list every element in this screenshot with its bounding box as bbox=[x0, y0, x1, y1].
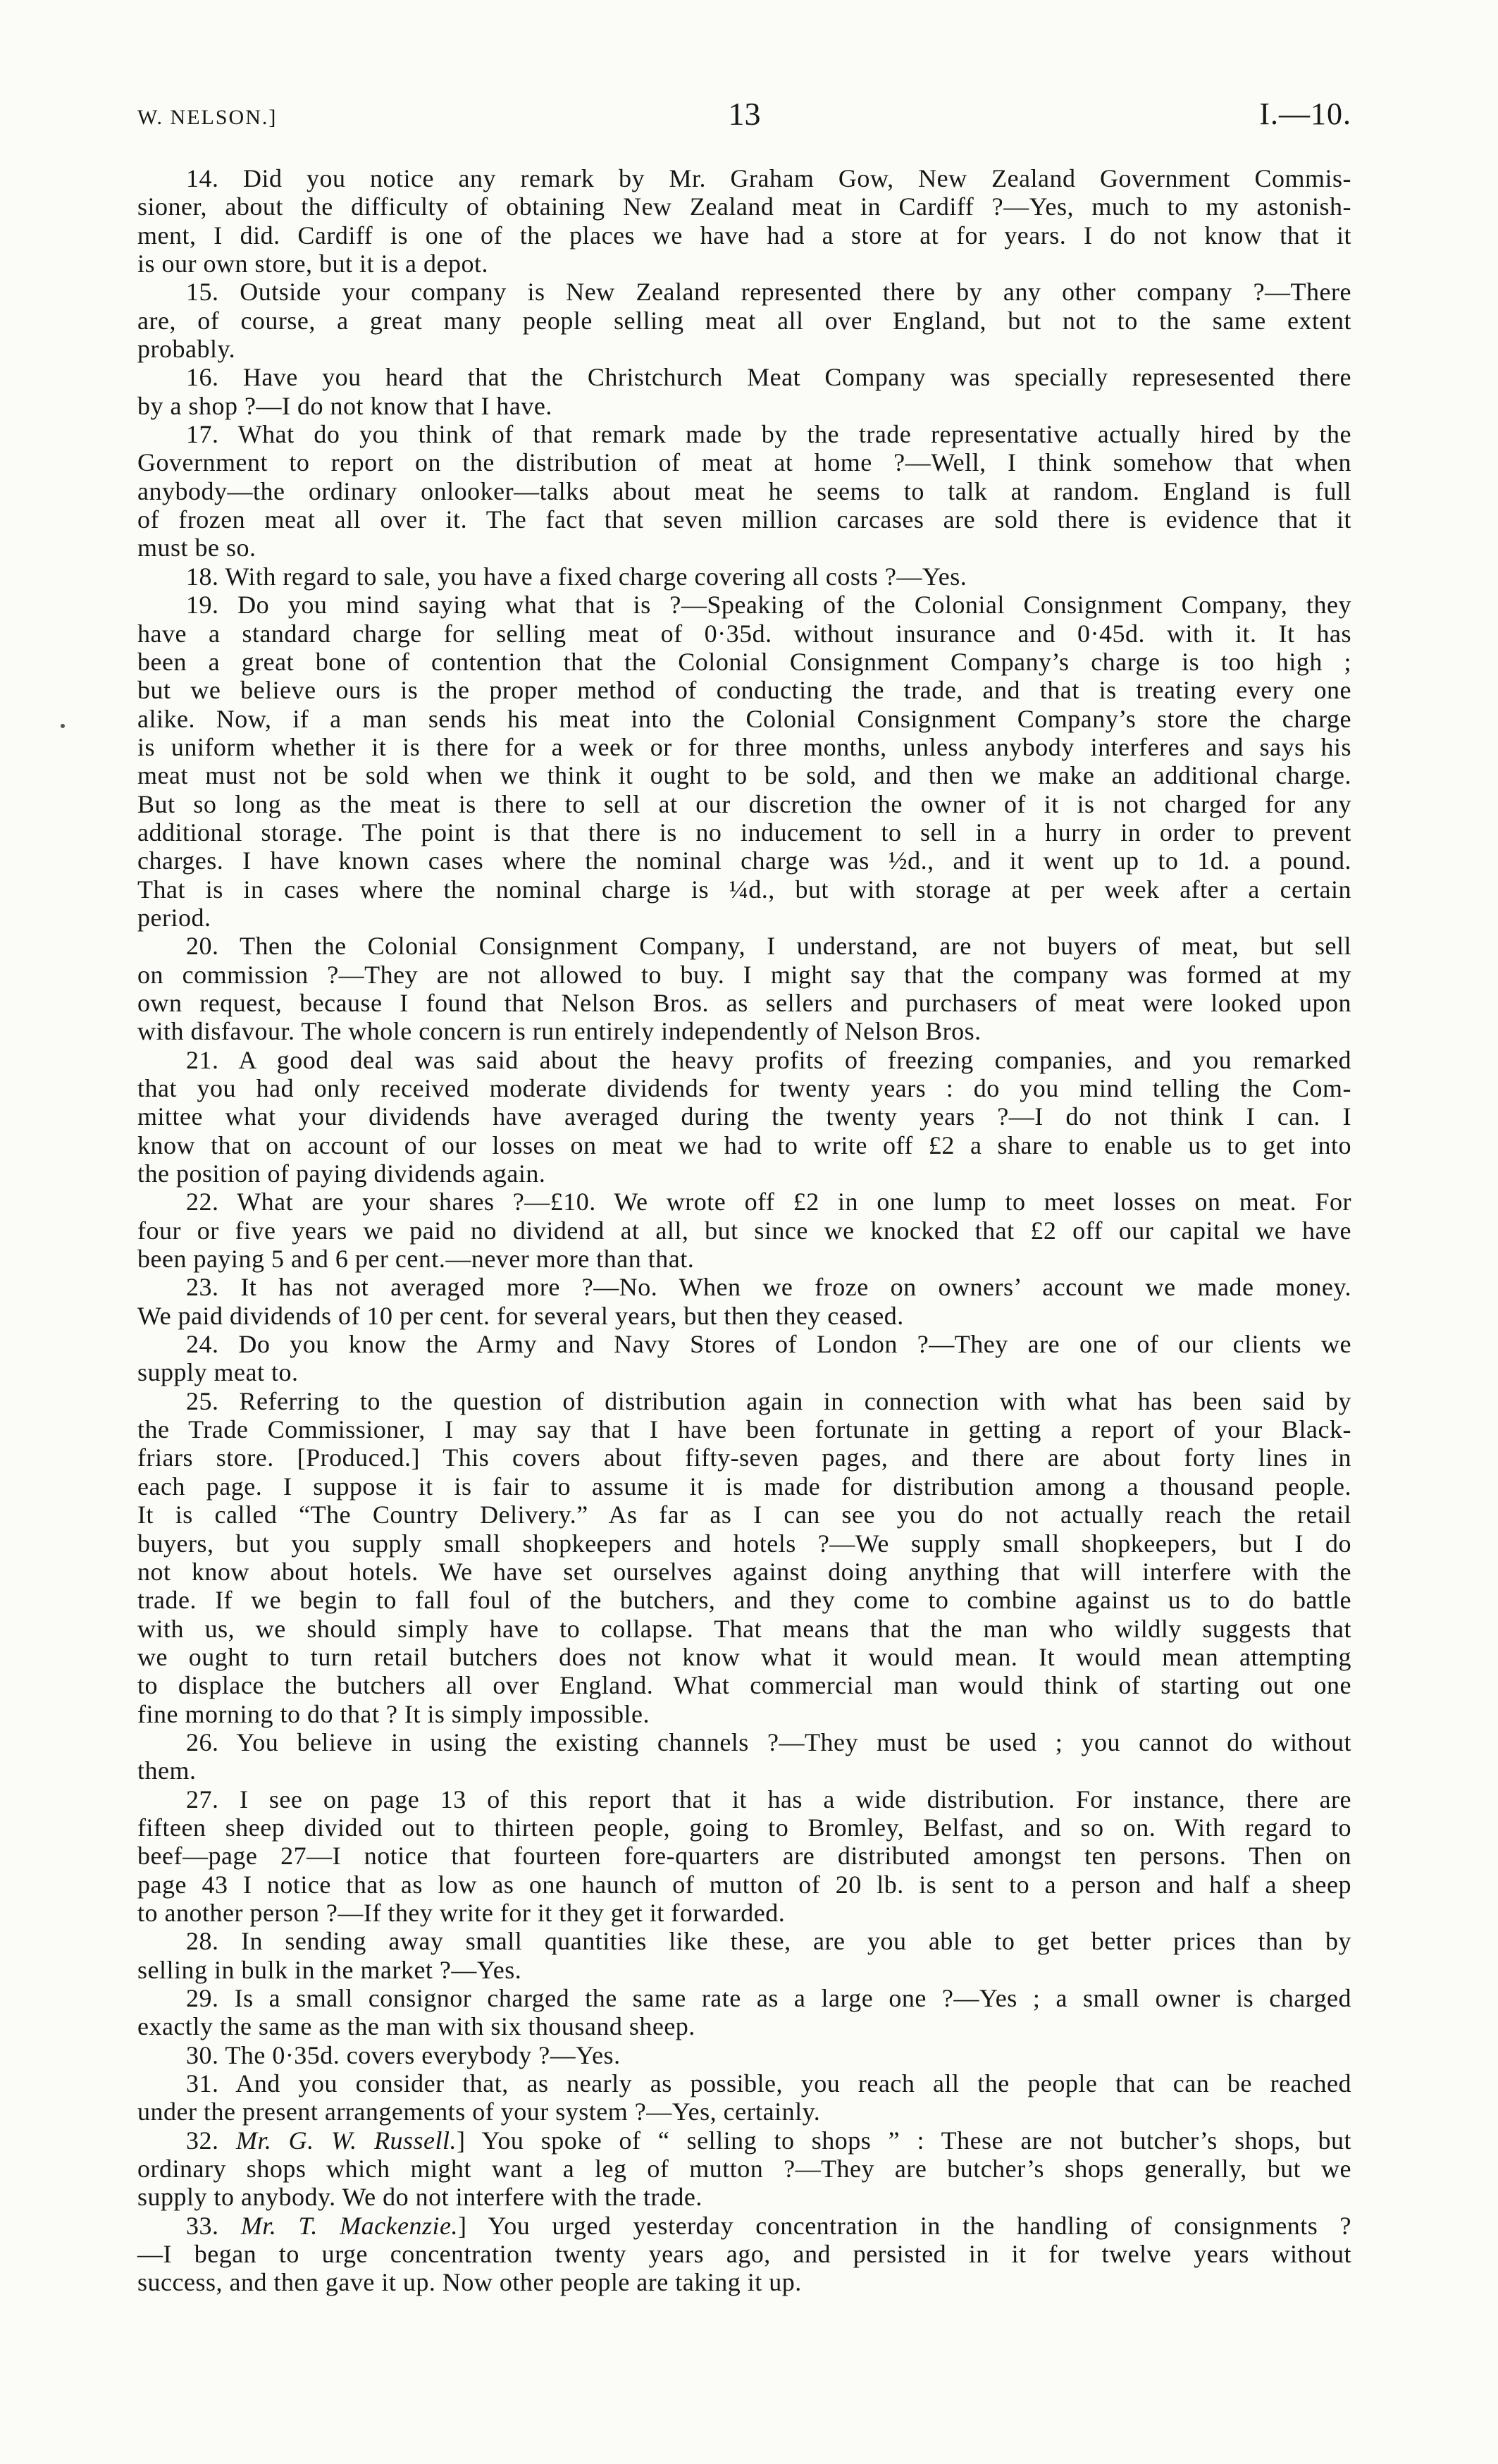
question-paragraph bbox=[137, 1728, 1351, 1785]
text-line: Government to report on the distribution of meat at home ?—Well, I think somehow that when bbox=[137, 448, 1351, 477]
text-line: mittee what your dividends have averaged during the twenty years ?—I do not think I can. I bbox=[137, 1102, 1351, 1131]
text-line: the Trade Commissioner, I may say that I have been fortunate in getting a report of your Black- bbox=[137, 1415, 1351, 1444]
text-line: fine morning to do that ? It is simply impossible. bbox=[137, 1699, 650, 1728]
text-line: It is called “The Country Delivery.” As far as I can see you do not actually reach the retail bbox=[137, 1501, 1351, 1529]
text-line: with disfavour. The whole concern is run entirely independently of Nelson Bros. bbox=[137, 1017, 982, 1046]
text-line: selling in bulk in the market ?—Yes. bbox=[137, 1955, 522, 1984]
text-line: not know about hotels. We have set ourselves against doing anything that will interfere with the bbox=[137, 1557, 1351, 1586]
text-segment: 33. bbox=[186, 2211, 241, 2240]
text-line: 30. The 0·35d. covers everybody ?—Yes. bbox=[186, 2040, 621, 2069]
text-line: but we believe ours is the proper method of conducting the trade, and that is treating every one bbox=[137, 676, 1351, 705]
question-paragraph bbox=[137, 2069, 1351, 2126]
text-line: under the present arrangements of your system ?—Yes, certainly. bbox=[137, 2098, 821, 2126]
text-line bbox=[137, 2212, 1351, 2240]
text-segment: ] You urged yesterday concentration in the handling of consignments ? bbox=[458, 2211, 1352, 2240]
text-line: fifteen sheep divided out to thirteen people, going to Bromley, Belfast, and so on. With regard to bbox=[137, 1813, 1351, 1842]
text-line: four or five years we paid no dividend at all, but since we knocked that £2 off our capital we have bbox=[137, 1216, 1351, 1245]
text-line: alike. Now, if a man sends his meat into the Colonial Consignment Company’s store the charge bbox=[137, 704, 1351, 733]
text-segment: ] You spoke of “ selling to shops ” : These are not butcher’s shops, but bbox=[457, 2126, 1351, 2155]
question-paragraph bbox=[137, 1387, 1351, 1728]
text-line: That is in cases where the nominal charge is ¼d., but with storage at per week after a certain bbox=[137, 875, 1351, 904]
running-head-witness: W. NELSON.] bbox=[137, 106, 278, 129]
text-line: 19. Do you mind saying what that is ?—Speaking of the Colonial Consignment Company, they bbox=[186, 591, 1351, 620]
question-paragraph bbox=[137, 932, 1351, 1045]
text-line: buyers, but you supply small shopkeepers and hotels ?—We supply small shopkeepers, but I do bbox=[137, 1529, 1351, 1558]
text-line: ordinary shops which might want a leg of mutton ?—They are butcher’s shops generally, but we bbox=[137, 2155, 1351, 2183]
text-line: trade. If we begin to fall foul of the butchers, and they come to combine against us to do battle bbox=[137, 1586, 1351, 1615]
text-line: additional storage. The point is that there is no inducement to sell in a hurry in order to prevent bbox=[137, 818, 1351, 846]
question-paragraph bbox=[137, 1785, 1351, 1928]
text-line: 22. What are your shares ?—£10. We wrote off £2 in one lump to meet losses on meat. For bbox=[186, 1188, 1351, 1216]
text-line: ment, I did. Cardiff is one of the places we have had a store at for years. I do not know that it bbox=[137, 221, 1351, 250]
text-line: But so long as the meat is there to sell at our discretion the owner of it is not charged for any bbox=[137, 789, 1351, 818]
text-line: know that on account of our losses on meat we had to write off £2 a share to enable us to get into bbox=[137, 1131, 1351, 1159]
text-line: been paying 5 and 6 per cent.—never more than that. bbox=[137, 1245, 695, 1274]
text-line: by a shop ?—I do not know that I have. bbox=[137, 391, 552, 420]
text-line: 23. It has not averaged more ?—No. When we froze on owners’ account we made money. bbox=[186, 1273, 1351, 1302]
page-number: 13 bbox=[728, 96, 761, 132]
text-line: 27. I see on page 13 of this report that it has a wide distribution. For instance, there are bbox=[186, 1785, 1351, 1813]
text-line: to another person ?—If they write for it they get it forwarded. bbox=[137, 1898, 786, 1927]
question-paragraph bbox=[137, 562, 1351, 591]
evidence-text-body bbox=[137, 164, 1351, 2297]
text-line: 31. And you consider that, as nearly as possible, you reach all the people that can be reached bbox=[186, 2069, 1351, 2098]
text-line: meat must not be sold when we think it ought to be sold, and then we make an additional charge. bbox=[137, 761, 1351, 790]
text-line: with us, we should simply have to collapse. That means that the man who wildly suggests that bbox=[137, 1614, 1351, 1643]
text-line: supply meat to. bbox=[137, 1358, 299, 1387]
speaker-name: Mr. T. Mackenzie. bbox=[240, 2211, 458, 2240]
text-line: friars store. [Produced.] This covers about fifty-seven pages, and there are about forty lines in bbox=[137, 1443, 1351, 1472]
question-paragraph bbox=[137, 2041, 1351, 2069]
text-line: of frozen meat all over it. The fact that seven million carcases are sold there is evidence that it bbox=[137, 505, 1351, 534]
text-line: have a standard charge for selling meat of 0·35d. without insurance and 0·45d. with it. It has bbox=[137, 619, 1351, 648]
text-line: is uniform whether it is there for a week or for three months, unless anybody interferes and says his bbox=[137, 732, 1351, 761]
text-line: to displace the butchers all over England. What commercial man would think of starting out one bbox=[137, 1671, 1351, 1700]
question-paragraph bbox=[137, 164, 1351, 278]
scan-speck bbox=[61, 724, 65, 728]
text-line: 15. Outside your company is New Zealand represented there by any other company ?—There bbox=[186, 278, 1351, 307]
text-line: been a great bone of contention that the Colonial Consignment Company’s charge is too high ; bbox=[137, 647, 1351, 676]
paper-reference: I.—10. bbox=[1259, 97, 1351, 131]
text-line: we ought to turn retail butchers does not know what it would mean. It would mean attempting bbox=[137, 1642, 1351, 1671]
text-line: anybody—the ordinary onlooker—talks about meat he seems to talk at random. England is full bbox=[137, 476, 1351, 505]
question-paragraph bbox=[137, 2126, 1351, 2212]
text-line: 26. You believe in using the existing channels ?—They must be used ; you cannot do without bbox=[186, 1727, 1351, 1756]
text-line: We paid dividends of 10 per cent. for several years, but then they ceased. bbox=[137, 1301, 904, 1330]
text-line: must be so. bbox=[137, 534, 256, 562]
text-line: 28. In sending away small quantities like these, are you able to get better prices than by bbox=[186, 1927, 1351, 1956]
question-paragraph bbox=[137, 420, 1351, 562]
text-line: that you had only received moderate dividends for twenty years : do you mind telling the Com- bbox=[137, 1074, 1351, 1102]
text-line: probably. bbox=[137, 335, 236, 364]
question-paragraph bbox=[137, 278, 1351, 363]
question-paragraph bbox=[137, 1273, 1351, 1330]
text-line: charges. I have known cases where the nominal charge was ½d., and it went up to 1d. a pound. bbox=[137, 846, 1351, 875]
text-line: success, and then gave it up. Now other people are taking it up. bbox=[137, 2268, 802, 2297]
text-line: sioner, about the difficulty of obtaining New Zealand meat in Cardiff ?—Yes, much to my astonish- bbox=[137, 192, 1351, 221]
text-line: —I began to urge concentration twenty years ago, and persisted in it for twelve years without bbox=[137, 2240, 1351, 2269]
question-paragraph bbox=[137, 363, 1351, 420]
text-line: page 43 I notice that as low as one haunch of mutton of 20 lb. is sent to a person and half a sheep bbox=[137, 1870, 1351, 1899]
text-line bbox=[137, 2126, 1351, 2155]
question-paragraph bbox=[137, 1984, 1351, 2041]
text-line: 24. Do you know the Army and Navy Stores of London ?—They are one of our clients we bbox=[186, 1330, 1351, 1359]
text-line: are, of course, a great many people selling meat all over England, but not to the same extent bbox=[137, 306, 1351, 335]
text-line: supply to anybody. We do not interfere with the trade. bbox=[137, 2183, 702, 2212]
question-paragraph bbox=[137, 591, 1351, 932]
question-paragraph bbox=[137, 1330, 1351, 1387]
text-line: 29. Is a small consignor charged the same rate as a large one ?—Yes ; a small owner is charged bbox=[186, 1984, 1351, 2012]
text-line: beef—page 27—I notice that fourteen fore-quarters are distributed amongst ten persons. Then on bbox=[137, 1842, 1351, 1871]
text-line: own request, because I found that Nelson Bros. as sellers and purchasers of meat were looked upon bbox=[137, 988, 1351, 1017]
question-paragraph bbox=[137, 1188, 1351, 1273]
text-line: 21. A good deal was said about the heavy profits of freezing companies, and you remarked bbox=[186, 1045, 1351, 1074]
text-line: 14. Did you notice any remark by Mr. Graham Gow, New Zealand Government Commis- bbox=[186, 164, 1351, 192]
text-line: on commission ?—They are not allowed to buy. I might say that the company was formed at my bbox=[137, 960, 1351, 989]
question-paragraph bbox=[137, 1927, 1351, 1984]
text-line: is our own store, but it is a depot. bbox=[137, 250, 488, 278]
text-line: 20. Then the Colonial Consignment Company, I understand, are not buyers of meat, but sell bbox=[186, 932, 1351, 961]
text-line: exactly the same as the man with six thousand sheep. bbox=[137, 2012, 695, 2041]
text-segment: 32. bbox=[186, 2126, 236, 2155]
speaker-name: Mr. G. W. Russell. bbox=[235, 2126, 457, 2155]
text-line: the position of paying dividends again. bbox=[137, 1159, 546, 1188]
text-line: 16. Have you heard that the Christchurch Meat Company was specially represesented there bbox=[186, 363, 1351, 392]
text-line: period. bbox=[137, 903, 211, 932]
text-line: them. bbox=[137, 1756, 197, 1785]
text-line: 17. What do you think of that remark made by the trade representative actually hired by the bbox=[186, 420, 1351, 449]
text-line: 18. With regard to sale, you have a fixed charge covering all costs ?—Yes. bbox=[186, 562, 967, 591]
question-paragraph bbox=[137, 1046, 1351, 1188]
question-paragraph bbox=[137, 2212, 1351, 2297]
text-line: each page. I suppose it is fair to assume it is made for distribution among a thousand people. bbox=[137, 1472, 1351, 1501]
text-line: 25. Referring to the question of distribution again in connection with what has been said by bbox=[186, 1386, 1351, 1415]
